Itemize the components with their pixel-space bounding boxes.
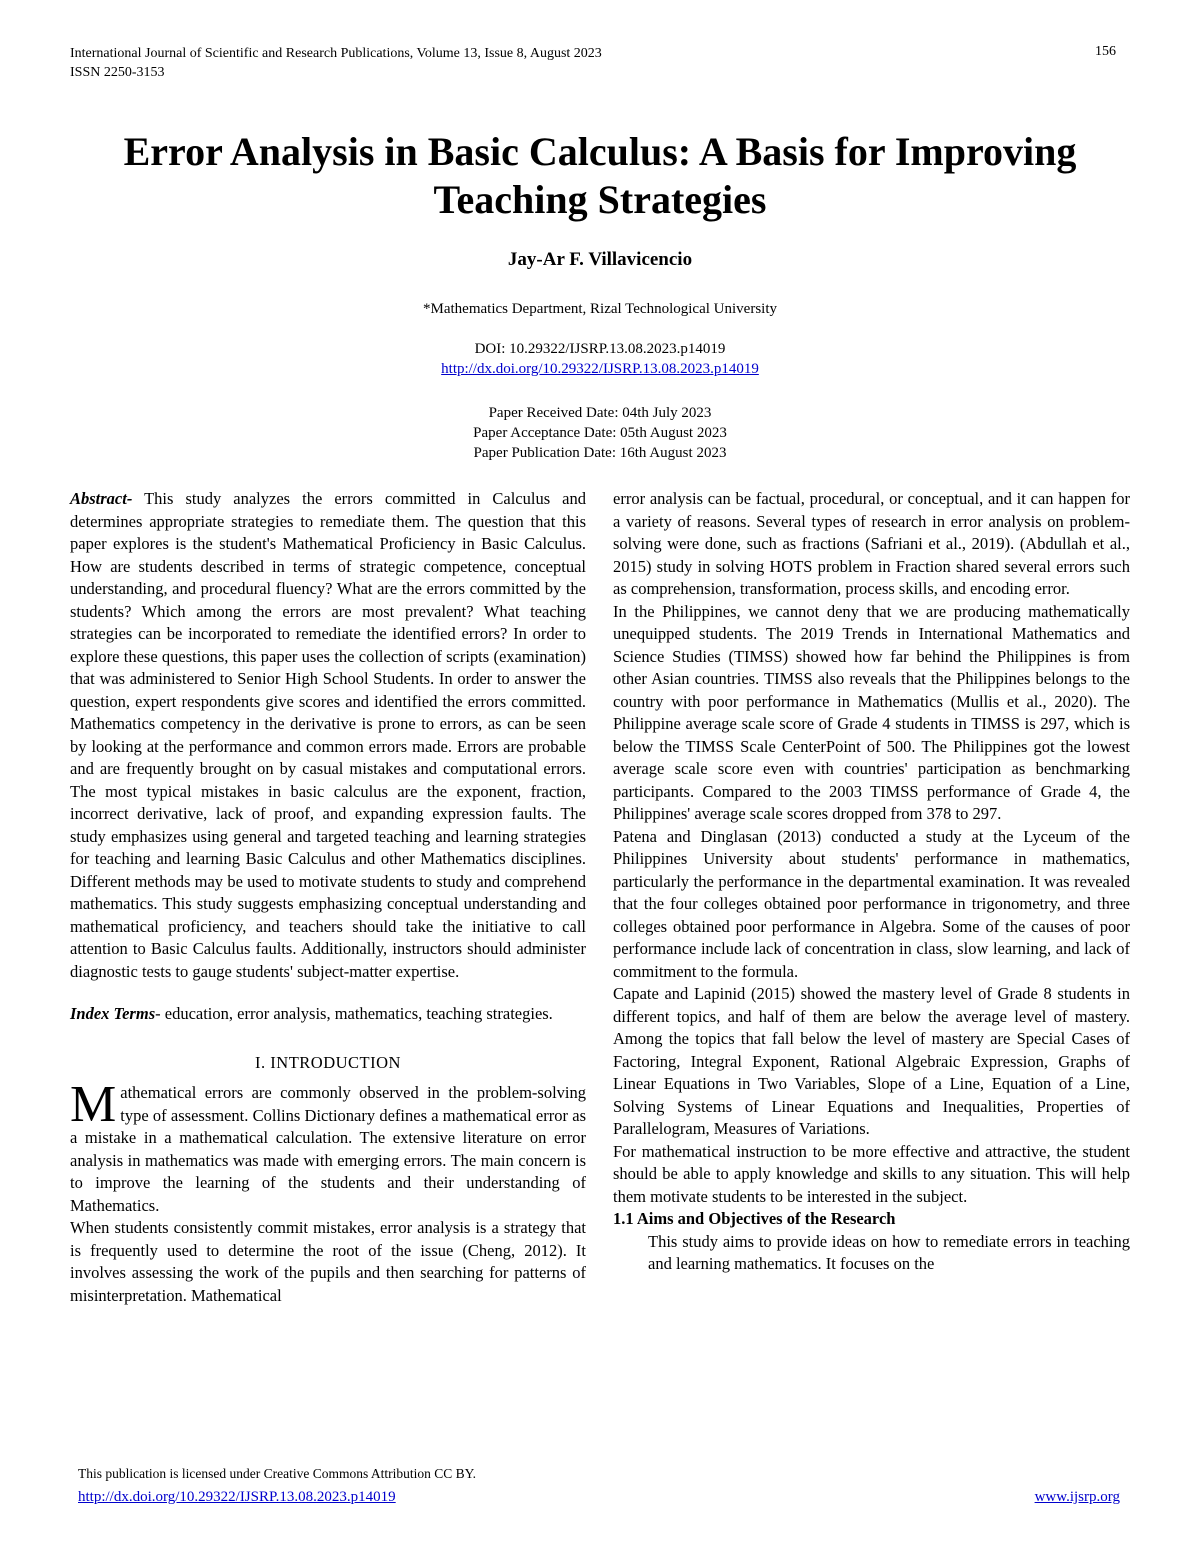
issn: ISSN 2250-3153	[70, 65, 165, 80]
intro-paragraph-1	[70, 1076, 586, 1217]
acceptance-date: Paper Acceptance Date: 05th August 2023	[473, 425, 727, 441]
right-paragraph-5: For mathematical instruction to be more effective and attractive, the student should be able to apply knowledge and skills to any situation. This will help them motivate students to be interested in the subject.	[613, 1141, 1130, 1206]
right-paragraph-2: In the Philippines, we cannot deny that we are producing mathematically unequipped students. The 2019 Trends in International Mathematics and Science Studies (TIMSS) showed how far behind the Philippines is from other Asian countries. TIMSS also reveals that the Philippines belongs to the country with poor performance in Mathematics (Mullis et al., 2020). The Philippine average scale score of Grade 4 students in TIMSS is 297, which is below the TIMSS Scale CenterPoint of 500. The Philippines got the lowest average scale score even with countries' participation as benchmarking participants. Compared to the 2003 TIMSS performance of Grade 4, the Philippines' average scale scores dropped from 378 to 297.	[613, 601, 1130, 823]
affiliation: *Mathematics Department, Rizal Technological University	[423, 301, 777, 317]
drop-cap: M	[70, 1076, 117, 1133]
doi-block	[0, 339, 1200, 379]
running-header	[70, 44, 602, 82]
footer-doi-link[interactable]: http://dx.doi.org/10.29322/IJSRP.13.08.2023.p14019	[78, 1489, 396, 1505]
doi-text: DOI: 10.29322/IJSRP.13.08.2023.p14019	[474, 341, 726, 357]
right-column	[613, 488, 1130, 1276]
right-paragraph-1: error analysis can be factual, procedural, or conceptual, and it can happen for a variety of reasons. Several types of research in error analysis on problem-solving were done, such as fractions (Safriani et al., 2019). (Abdullah et al., 2015) study in solving HOTS problem in Fraction shared several errors such as comprehension, transformation, process skills, and encoding error.	[613, 489, 1130, 598]
received-date: Paper Received Date: 04th July 2023	[488, 405, 712, 421]
subsection-heading: 1.1 Aims and Objectives of the Research	[613, 1209, 896, 1228]
journal-name: International Journal of Scientific and Research Publications, Volume 13, Issue 8, August 2023	[70, 46, 602, 61]
section-heading: I. INTRODUCTION	[255, 1052, 401, 1072]
right-paragraph-6: This study aims to provide ideas on how to remediate errors in teaching and learning mathematics. It focuses on the	[648, 1231, 1130, 1273]
index-terms-label: Index Terms	[70, 1004, 156, 1023]
page-number: 156	[1095, 44, 1116, 59]
journal-website-link[interactable]: www.ijsrp.org	[1034, 1489, 1120, 1505]
paper-title: Error Analysis in Basic Calculus: A Basis for Improving Teaching Strategies	[123, 129, 1077, 222]
index-terms	[70, 1003, 586, 1026]
doi-link[interactable]: http://dx.doi.org/10.29322/IJSRP.13.08.2023.p14019	[441, 361, 759, 377]
intro-paragraph-2: When students consistently commit mistakes, error analysis is a strategy that is frequently used to determine the root of the issue (Cheng, 2012). It involves assessing the work of the pupils and then searching for patterns of misinterpretation. Mathematical	[70, 1218, 586, 1305]
intro-paragraph-1-text: athematical errors are commonly observed in the problem-solving type of assessment. Collins Dictionary defines a mathematical error as a mistake in a mathematical calculation. The extensive literature on error analysis in mathematics was made with emerging errors. The main concern is to improve the learning of the students and their understanding of Mathematics.	[70, 1083, 586, 1215]
author-name: Jay-Ar F. Villavicencio	[507, 249, 693, 270]
dates-block	[0, 403, 1200, 463]
abstract-text: This study analyzes the errors committed in Calculus and determines appropriate strategies to remediate them. The question that this paper explores is the student's Mathematical Proficiency in Basic Calculus. How are students described in terms of strategic competence, conceptual understanding, and procedural fluency? What are the errors committed by the students? Which among the errors are most prevalent? What teaching strategies can be incorporated to remediate the identified errors? In order to explore these questions, this paper uses the collection of scripts (examination) that was administered to Senior High School Students. In order to answer the question, expert respondents give scores and identified the errors committed. Mathematics competency in the derivative is prone to errors, as can be seen by looking at the performance and common errors made. Errors are probable and are frequently brought on by casual mistakes and computational errors. The most typical mistakes in basic calculus are the exponent, fraction, incorrect derivative, lack of proof, and expanding expression faults. The study emphasizes using general and targeted teaching and learning strategies for teaching and learning Basic Calculus and other Mathematics disciplines. Different methods may be used to motivate students to study and comprehend mathematics. This study suggests emphasizing conceptual understanding and mathematical proficiency, and teachers should take the initiative to call attention to Basic Calculus faults. Additionally, instructors should administer diagnostic tests to gauge students' subject-matter expertise.	[70, 489, 586, 981]
abstract-label: Abstract-	[70, 489, 133, 508]
left-column	[70, 488, 586, 1307]
license-note: This publication is licensed under Creative Commons Attribution CC BY.	[78, 1466, 476, 1481]
abstract	[70, 488, 586, 983]
right-paragraph-4: Capate and Lapinid (2015) showed the mastery level of Grade 8 students in different topics, and half of them are below the average level of mastery. Among the topics that fall below the level of mastery are Special Cases of Factoring, Integral Exponent, Rational Algebraic Expression, Graphs of Linear Equations in Two Variables, Slope of a Line, Equation of a Line, Solving Systems of Linear Equations and Inequalities, Properties of Parallelogram, Measures of Variations.	[613, 984, 1130, 1138]
index-terms-text: - education, error analysis, mathematics, teaching strategies.	[155, 1004, 553, 1023]
right-paragraph-3: Patena and Dinglasan (2013) conducted a study at the Lyceum of the Philippines University about students' performance in mathematics, particularly the performance in the departmental examination. It was revealed that the four colleges obtained poor performance in trigonometry, and three colleges obtained poor performance in Algebra. Some of the causes of poor performance include lack of concentration in class, slow learning, and lack of commitment to the formula.	[613, 826, 1130, 981]
publication-date: Paper Publication Date: 16th August 2023	[473, 445, 727, 461]
